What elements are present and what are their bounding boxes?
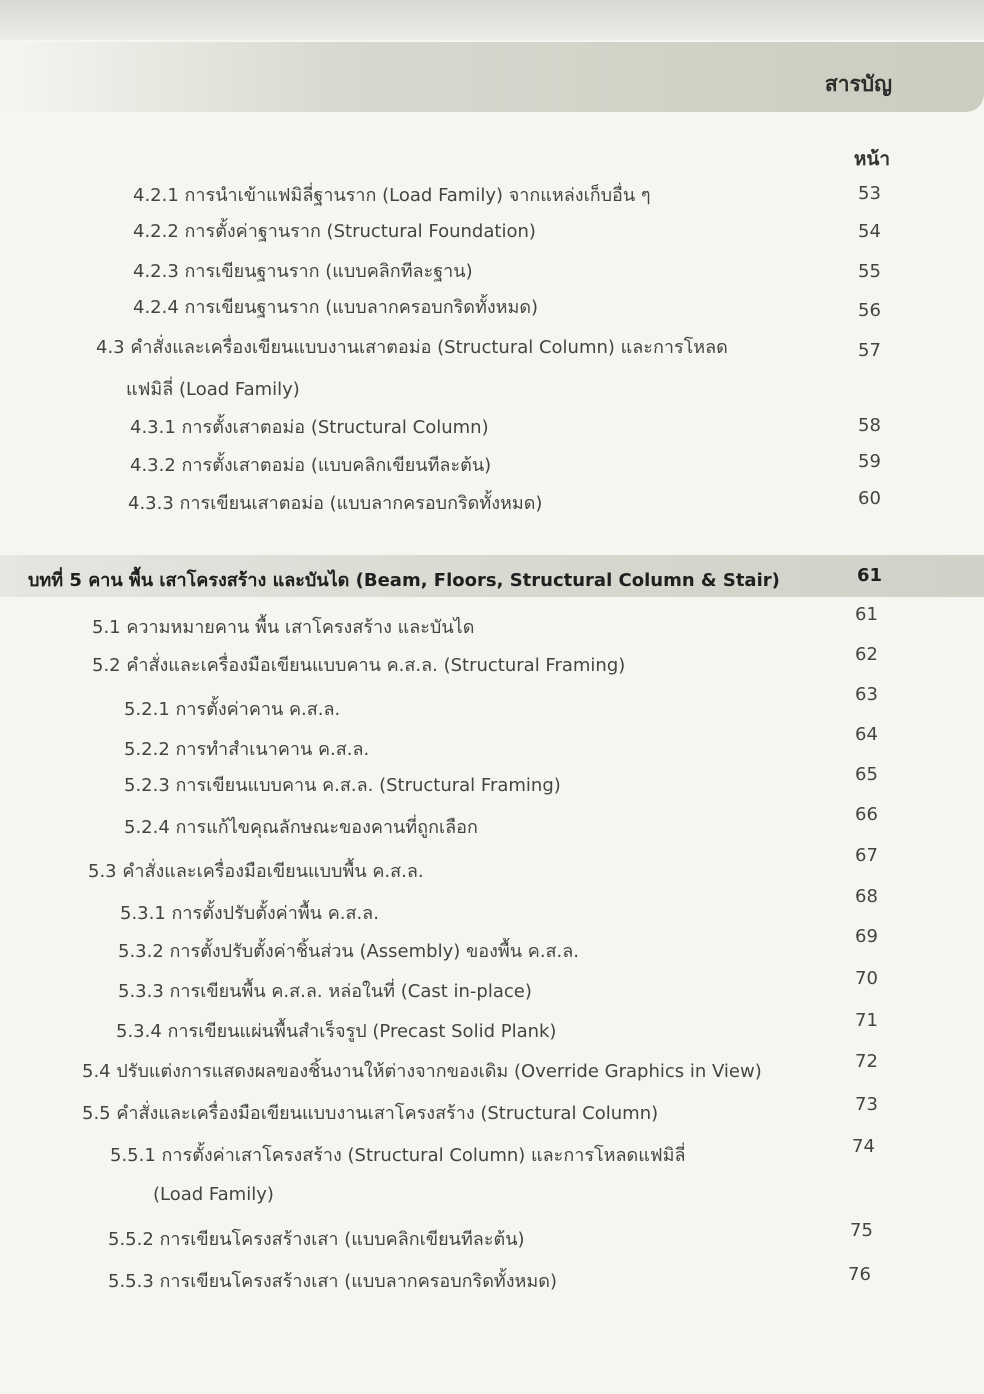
toc-entry-5-5-1: 5.5.1 การตั้งค่าเสาโครงสร้าง (Structural Column) และการโหลดแฟมิลี่ xyxy=(110,1145,686,1166)
toc-page-number: 73 xyxy=(855,1094,878,1115)
toc-page-number: 60 xyxy=(858,488,881,509)
toc-entry-5-2-2: 5.2.2 การทำสำเนาคาน ค.ส.ล. xyxy=(124,739,370,760)
toc-entry-5-3-4: 5.3.4 การเขียนแผ่นพื้นสำเร็จรูป (Precast Solid Plank) xyxy=(116,1021,557,1042)
toc-entry-5-5-2: 5.5.2 การเขียนโครงสร้างเสา (แบบคลิกเขียนทีละต้น) xyxy=(108,1229,525,1250)
toc-page-number: 63 xyxy=(855,684,878,705)
toc-entry-4-3-2: 4.3.2 การตั้งเสาตอม่อ (แบบคลิกเขียนทีละต้น) xyxy=(130,455,492,476)
toc-entry-5-1: 5.1 ความหมายคาน พื้น เสาโครงสร้าง และบันได xyxy=(92,617,475,638)
toc-page-number: 56 xyxy=(858,300,881,321)
toc-entry-5-2-1: 5.2.1 การตั้งค่าคาน ค.ส.ล. xyxy=(124,699,341,720)
toc-entry-5-5-3: 5.5.3 การเขียนโครงสร้างเสา (แบบลากครอบกริดทั้งหมด) xyxy=(108,1271,557,1292)
toc-entry-4-3: 4.3 คำสั่งและเครื่องเขียนแบบงานเสาตอม่อ (Structural Column) และการโหลด xyxy=(96,337,728,358)
toc-entry-4-2-2: 4.2.2 การตั้งค่าฐานราก (Structural Foundation) xyxy=(133,221,536,242)
toc-page-number: 68 xyxy=(855,886,878,907)
toc-page-number: 69 xyxy=(855,926,878,947)
toc-page-number: 65 xyxy=(855,764,878,785)
toc-page-number: 54 xyxy=(858,221,881,242)
toc-entry-5-3-3: 5.3.3 การเขียนพื้น ค.ส.ล. หล่อในที่ (Cast in-place) xyxy=(118,981,532,1002)
toc-entry-5-2-3: 5.2.3 การเขียนแบบคาน ค.ส.ล. (Structural Framing) xyxy=(124,775,561,796)
toc-page-number: 58 xyxy=(858,415,881,436)
toc-page-number: 66 xyxy=(855,804,878,825)
toc-page-number: 53 xyxy=(858,183,881,204)
toc-page-number: 64 xyxy=(855,724,878,745)
toc-page-number: 71 xyxy=(855,1010,878,1031)
toc-entry-4-2-1: 4.2.1 การนำเข้าแฟมิลี่ฐานราก (Load Family) จากแหล่งเก็บอื่น ๆ xyxy=(133,185,651,206)
toc-page-number: 75 xyxy=(850,1220,873,1241)
toc-page-number: 74 xyxy=(852,1136,875,1157)
page-column-label: หน้า xyxy=(853,148,890,170)
toc-page-number: 76 xyxy=(848,1264,871,1285)
toc-entry-4-3-continued: แฟมิลี่ (Load Family) xyxy=(126,379,300,400)
page-title: สารบัญ xyxy=(824,72,892,96)
toc-entry-5-3: 5.3 คำสั่งและเครื่องมือเขียนแบบพื้น ค.ส.ล. xyxy=(88,861,424,882)
chapter-page-number: 61 xyxy=(857,565,883,586)
toc-entry-5-4: 5.4 ปรับแต่งการแสดงผลของชิ้นงานให้ต่างจากของเดิม (Override Graphics in View) xyxy=(82,1061,762,1082)
toc-page-number: 70 xyxy=(855,968,878,989)
toc-entry-4-2-3: 4.2.3 การเขียนฐานราก (แบบคลิกทีละฐาน) xyxy=(133,261,473,282)
toc-entry-4-3-1: 4.3.1 การตั้งเสาตอม่อ (Structural Column) xyxy=(130,417,489,438)
toc-entry-5-3-2: 5.3.2 การตั้งปรับตั้งค่าชิ้นส่วน (Assembly) ของพื้น ค.ส.ล. xyxy=(118,941,580,962)
toc-entry-5-5-1-continued: (Load Family) xyxy=(153,1184,274,1205)
toc-page-number: 59 xyxy=(858,451,881,472)
toc-entry-5-2: 5.2 คำสั่งและเครื่องมือเขียนแบบคาน ค.ส.ล. (Structural Framing) xyxy=(92,655,626,676)
toc-page-number: 72 xyxy=(855,1051,878,1072)
toc-page-number: 55 xyxy=(858,261,881,282)
toc-entry-5-2-4: 5.2.4 การแก้ไขคุณลักษณะของคานที่ถูกเลือก xyxy=(124,817,478,838)
toc-entry-4-2-4: 4.2.4 การเขียนฐานราก (แบบลากครอบกริดทั้งหมด) xyxy=(133,297,539,318)
toc-page-number: 61 xyxy=(855,604,878,625)
page-top-edge xyxy=(0,0,984,40)
toc-page-number: 67 xyxy=(855,845,878,866)
toc-page-number: 62 xyxy=(855,644,878,665)
toc-entry-5-5: 5.5 คำสั่งและเครื่องมือเขียนแบบงานเสาโครงสร้าง (Structural Column) xyxy=(82,1103,659,1124)
toc-entry-5-3-1: 5.3.1 การตั้งปรับตั้งค่าพื้น ค.ส.ล. xyxy=(120,903,379,924)
chapter-title: บทที่ 5 คาน พื้น เสาโครงสร้าง และบันได (Beam, Floors, Structural Column & Stair) xyxy=(28,570,780,591)
toc-page-number: 57 xyxy=(858,340,881,361)
toc-entry-4-3-3: 4.3.3 การเขียนเสาตอม่อ (แบบลากครอบกริดทั้งหมด) xyxy=(128,493,543,514)
